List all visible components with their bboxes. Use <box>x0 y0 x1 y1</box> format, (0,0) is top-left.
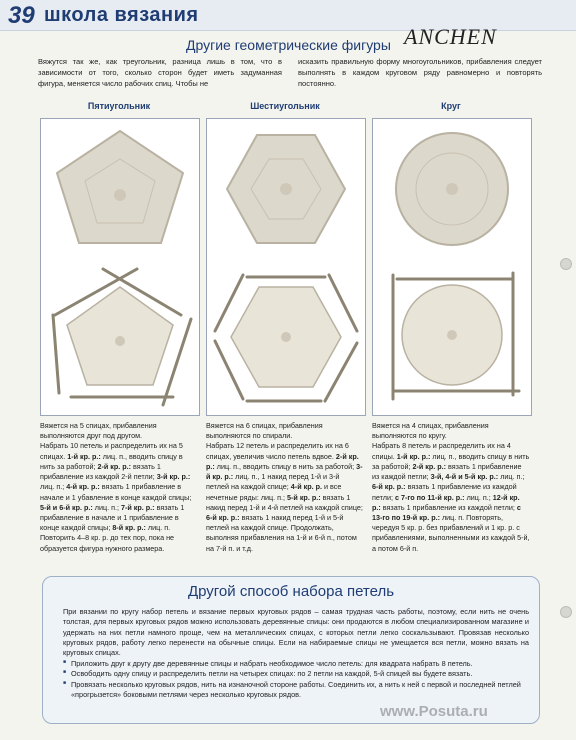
row-label: 12-й кр. р.: <box>372 492 520 512</box>
pentagon-knit-photo <box>57 131 183 243</box>
row-label: 1-й кр. р.: <box>396 451 431 461</box>
brand-logo: ANCHEN <box>404 24 497 49</box>
cast-on-steps-list <box>63 659 529 700</box>
binder-hole <box>560 606 572 618</box>
binder-hole <box>560 258 572 270</box>
row-text: лиц. п.; <box>498 472 525 482</box>
hexagon-needles-diagram <box>215 275 357 401</box>
row-text: лиц. п. Повторять, чередуя 5 кр. р. без прибавлений и 1 кр. р. с прибавлениями, выполненными из каждой 5-й, а потом 6-й п. <box>372 512 530 553</box>
hexagon-title: Шестиугольник <box>250 101 320 111</box>
circle-needles-diagram <box>393 273 519 399</box>
circle-photo-panel <box>372 118 532 416</box>
row-label: 3-й кр. р.: <box>156 472 191 482</box>
row-text: лиц. п., вводить спицу в нить за работой; <box>214 461 357 471</box>
row-text: вязать 1 прибавление из каждой петли; <box>372 482 517 502</box>
list-item: ■ Провязать несколько круговых рядов, нить на изнаночной стороне работы. Соединить их, а нить к ней с первой и последней петлей «прогрызется» боковыми петлями через несколько круговых рядов. <box>63 680 529 701</box>
row-label: 4-й кр. р. <box>290 482 322 492</box>
cast-on-method-title: Другой способ набора петель <box>187 583 395 600</box>
row-text: Набрать 8 петель и распределить их на 4 спицы. <box>372 441 511 461</box>
intro-text-right: исказить правильную форму многоугольников, прибавления следует выполнять в каждом круговом ряду равномерно и повторять постоянно. <box>298 57 542 88</box>
row-label: 6-й кр. р.: <box>206 512 240 522</box>
row-text: Вяжется на 4 спицах, прибавления выполняются по кругу. <box>372 421 489 441</box>
row-text: вязать 1 прибавление из каждой петли; <box>380 502 517 512</box>
row-text: вязать 1 прибавление из каждой петли; <box>372 461 522 482</box>
hexagon-photo-panel <box>206 118 366 416</box>
row-text: лиц. п., вводить спицу в нить за работой; <box>40 451 183 471</box>
row-text: лиц. п., 1 накид перед 1-й и 3-й петлей на каждой спице; <box>206 472 340 492</box>
row-label: 1-й кр. р.: <box>67 451 101 461</box>
row-label: 8-й кр. р.: <box>112 523 146 533</box>
row-text: лиц. п.; <box>92 502 121 512</box>
circle-title: Круг <box>441 101 461 111</box>
row-text: вязать 1 прибавление в начале и 1 прибавление в конце каждой спицы; <box>40 502 185 533</box>
row-label: 6-й кр. р.: <box>372 482 406 492</box>
cast-on-method-paragraph: При вязании по кругу набор петель и вязание первых круговых рядов – самая трудная часть работы, поэтому, если нить не очень толстая, для первых круговых рядов можно использовать деревянные спицы: они продаются в любом специализированном магазине и удержать на них петли намного проще, чем на металлических спицах, с которых петли легко соскальзывают. Провязав несколько круговых рядов, работу легко перенести на обычные спицы. Если на набираемые спицы не умещается вся петли, можно вязать на круговых спицах. <box>63 607 529 658</box>
row-text: и все нечетные ряды: лиц. п.; <box>206 482 342 502</box>
row-label: 2-й кр. р.: <box>412 461 447 471</box>
page-subtitle: Другие геометрические фигуры <box>186 37 391 53</box>
watermark: www.Posuta.ru <box>380 703 488 720</box>
row-label: 2-й кр. р.: <box>206 451 359 471</box>
row-text: вязать 1 прибавление из каждой 2-й петли; <box>40 461 161 482</box>
row-text: Вяжется на 6 спицах, прибавления выполняются по спирали. <box>206 421 323 441</box>
row-text: вязать 1 накид перед 1-й и 5-й петлей на каждой спице. Продолжать, выполняя прибавления на 1-й и 6-й п., потом на 7-й п. и т.д. <box>206 512 357 553</box>
pentagon-needles-diagram <box>53 269 191 405</box>
row-label: с 7-го по 11-й кр. р.: <box>395 492 465 502</box>
row-text: лиц. п.; <box>464 492 493 502</box>
page-number: 39 <box>8 2 35 29</box>
circle-knit-photo <box>396 133 508 245</box>
row-label: 5-й кр. р.: <box>287 492 321 502</box>
row-text: Набрать 10 петель и распределить их на 5 спицах. <box>40 441 183 461</box>
intro-text-left: Вяжутся так же, как треугольник, разница лишь в том, что в зависимости от того, сколько сторон будет иметь задуманная фигура, меняется число рабочих спиц. Чтобы не <box>38 57 282 88</box>
section-title: школа вязания <box>44 4 199 26</box>
row-text: Набрать 12 петель и распределить их на 6 спицах, увеличив число петель вдвое. <box>206 441 349 461</box>
row-label: 3-й, 4-й и 5-й кр. р.: <box>430 472 499 482</box>
row-label: 7-й кр. р.: <box>121 502 155 512</box>
circle-instructions <box>372 421 530 554</box>
row-text: лиц. п., вводить спицу в нить за работой; <box>372 451 530 471</box>
cast-on-method-box <box>42 576 540 724</box>
list-item: ■ Освободить одну спицу и распределить петли на четырех спицах: по 2 петли на каждой, 5-й спицей вы будете вязать. <box>63 669 529 679</box>
row-label: 5-й и 6-й кр. р.: <box>40 502 93 512</box>
row-text: Вяжется на 5 спицах, прибавления выполняются друг под другом. <box>40 421 157 441</box>
row-label: с 13-го по 19-й кр. р.: <box>372 502 521 522</box>
list-item: ■ Приложить друг к другу две деревянные спицы и набрать необходимое число петель: для квадрата набрать 8 петель. <box>63 659 529 669</box>
hexagon-instructions <box>206 421 364 554</box>
pentagon-photo-panel <box>40 118 200 416</box>
row-label: 4-й кр. р.: <box>66 482 100 492</box>
pentagon-instructions <box>40 421 198 554</box>
row-text: вязать 1 прибавление в начале и 1 убавление в конце каждой спицы; <box>40 482 192 502</box>
row-text: лиц. п. Повторить 4–8 кр. р. до тех пор, пока не образуется фигура нужного размера. <box>40 523 175 553</box>
pentagon-title: Пятиугольник <box>87 101 151 111</box>
row-text: вязать 1 накид перед 1-й и 4-й петлей на каждой спице; <box>206 492 363 512</box>
row-label: 2-й кр. р.: <box>97 461 132 471</box>
row-text: лиц. п.; <box>40 482 67 492</box>
row-label: 3-й кр. р.: <box>206 461 363 482</box>
hexagon-knit-photo <box>227 135 345 243</box>
